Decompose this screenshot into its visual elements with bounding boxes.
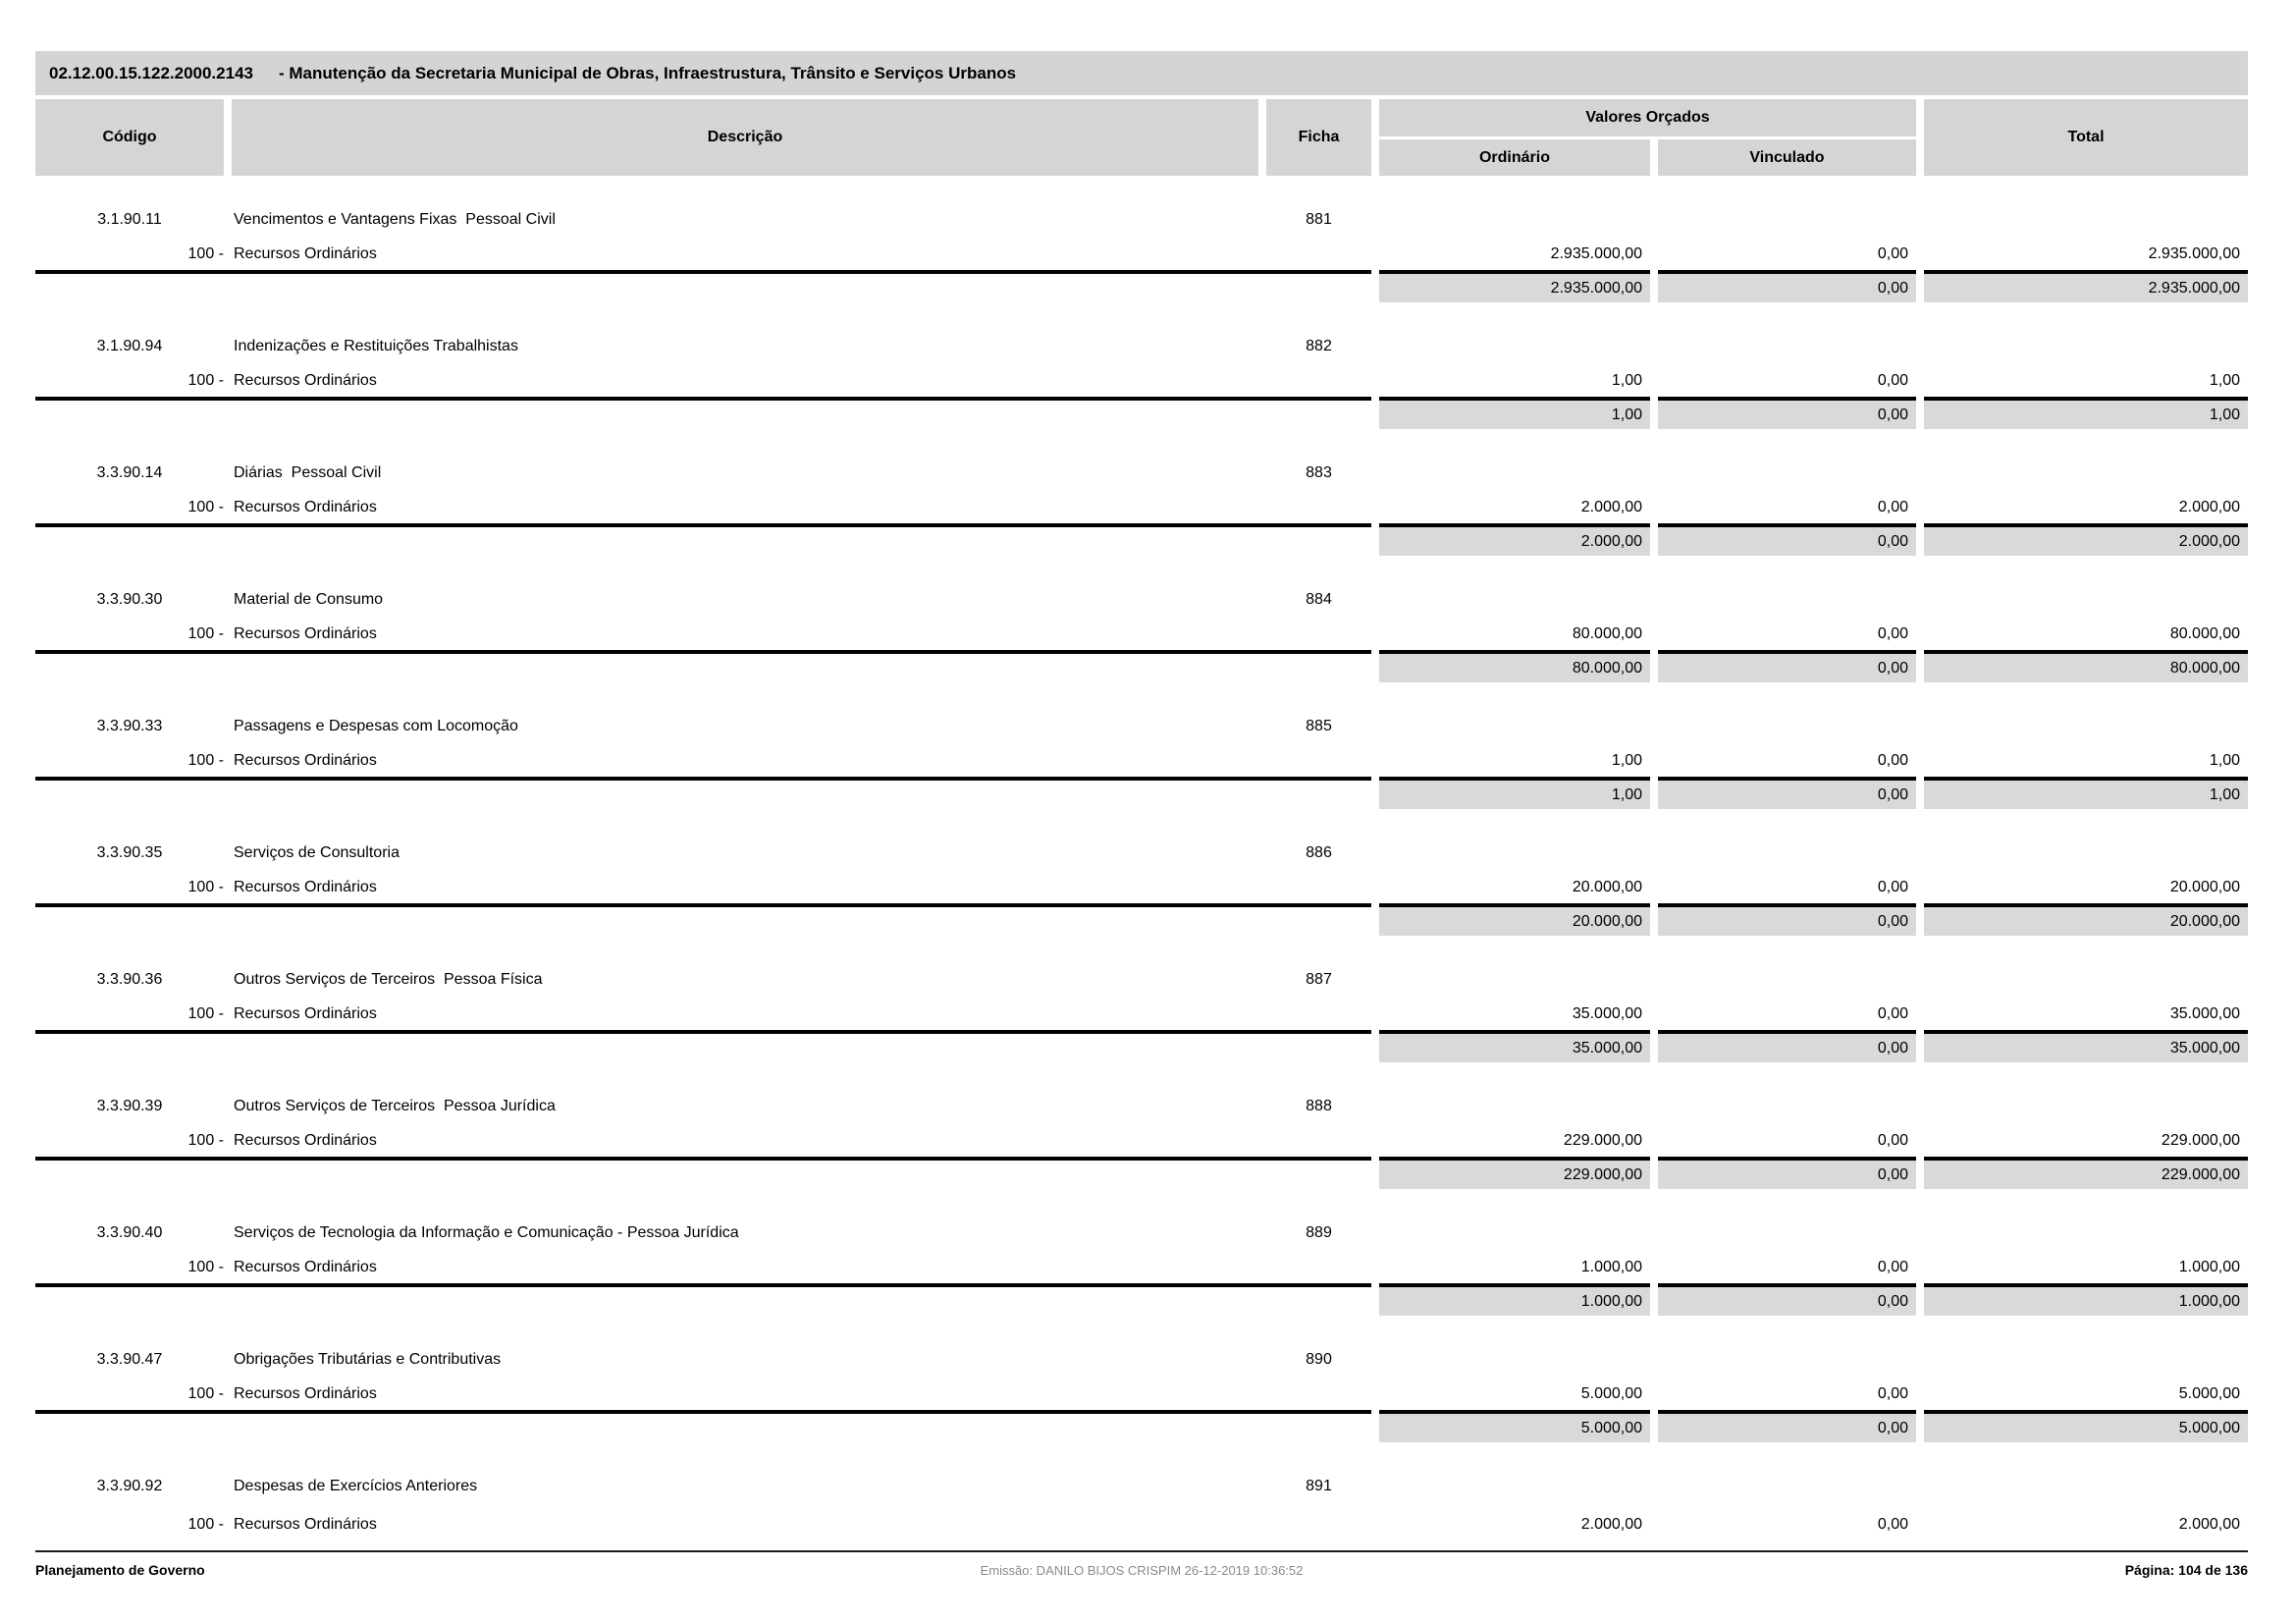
subtotal-row [35,1161,2248,1189]
subtotal-ordinario: 1.000,00 [1379,1287,1650,1316]
subtotal-vinculado: 0,00 [1658,781,1916,809]
vinculado-value: 0,00 [1877,1516,1908,1533]
account-code: 3.3.90.35 [96,844,163,861]
account-code: 3.1.90.94 [96,338,163,354]
account-code: 3.3.90.33 [96,718,163,734]
resource-cell [35,361,1371,401]
budget-item-row [35,441,2248,488]
page-footer [35,1550,2248,1578]
resource-code: 100 - [187,499,224,515]
resource-cell [35,488,1371,527]
resource-code: 100 - [187,1385,224,1402]
ordinario-value: 2.000,00 [1580,1516,1642,1533]
budget-item-row [35,1327,2248,1375]
ficha-number: 887 [1306,971,1332,988]
table-header [35,99,2248,176]
account-code: 3.3.90.47 [96,1351,163,1368]
budget-item-row [35,1454,2248,1501]
vinculado-value: 0,00 [1658,488,1916,527]
total-value: 1.000,00 [1924,1248,2248,1287]
resource-cell [35,995,1371,1034]
account-description: Vencimentos e Vantagens Fixas Pessoal Civil [234,211,556,228]
resource-row [35,615,2248,654]
ficha-number: 885 [1306,718,1332,734]
subtotal-spacer [35,1034,1371,1062]
account-code: 3.3.90.40 [96,1224,163,1241]
ordinario-value: 80.000,00 [1379,615,1650,654]
account-code: 3.3.90.36 [96,971,163,988]
column-header-vinculado: Vinculado [1658,139,1916,176]
resource-row [35,995,2248,1034]
subtotal-vinculado: 0,00 [1658,274,1916,302]
ordinario-value: 2.000,00 [1379,488,1650,527]
vinculado-value: 0,00 [1658,235,1916,274]
account-description: Serviços de Tecnologia da Informação e Comunicação - Pessoa Jurídica [234,1224,739,1241]
footer-emission-info: Emissão: DANILO BIJOS CRISPIM 26-12-2019 10:36:52 [980,1562,1304,1578]
resource-label: Recursos Ordinários [234,1259,377,1275]
subtotal-vinculado: 0,00 [1658,1034,1916,1062]
subtotal-total: 5.000,00 [1924,1414,2248,1442]
resource-row [35,488,2248,527]
subtotal-ordinario: 1,00 [1379,781,1650,809]
resource-row [35,1248,2248,1287]
resource-code: 100 - [187,372,224,389]
resource-cell [35,615,1371,654]
ficha-number: 888 [1306,1098,1332,1114]
account-code: 3.3.90.30 [96,591,163,608]
subtotal-spacer [35,527,1371,556]
account-code: 3.3.90.39 [96,1098,163,1114]
resource-row [35,1375,2248,1414]
resource-row [35,1121,2248,1161]
subtotal-total: 1.000,00 [1924,1287,2248,1316]
total-value: 80.000,00 [1924,615,2248,654]
vinculado-value: 0,00 [1658,1121,1916,1161]
subtotal-spacer [35,1161,1371,1189]
budget-item-row [35,821,2248,868]
resource-row [35,235,2248,274]
account-code: 3.1.90.11 [97,211,162,228]
resource-label: Recursos Ordinários [234,1005,377,1022]
subtotal-vinculado: 0,00 [1658,527,1916,556]
subtotal-total: 1,00 [1924,781,2248,809]
ordinario-value: 1,00 [1379,361,1650,401]
total-value: 229.000,00 [1924,1121,2248,1161]
subtotal-spacer [35,654,1371,682]
subtotal-total: 35.000,00 [1924,1034,2248,1062]
resource-code: 100 - [187,625,224,642]
subtotal-spacer [35,907,1371,936]
resource-code: 100 - [187,879,224,895]
resource-code: 100 - [187,1005,224,1022]
vinculado-value: 0,00 [1658,995,1916,1034]
subtotal-total: 2.935.000,00 [1924,274,2248,302]
program-title: - Manutenção da Secretaria Municipal de Obras, Infraestrustura, Trânsito e Serviços Urbanos [278,63,1017,82]
subtotal-row [35,654,2248,682]
subtotal-row [35,274,2248,302]
budget-item-block [35,694,2248,809]
ordinario-value: 229.000,00 [1379,1121,1650,1161]
ficha-number: 883 [1306,464,1332,481]
total-value: 20.000,00 [1924,868,2248,907]
subtotal-spacer [35,781,1371,809]
account-description: Diárias Pessoal Civil [234,464,382,481]
resource-cell [35,1121,1371,1161]
subtotal-vinculado: 0,00 [1658,1414,1916,1442]
resource-label: Recursos Ordinários [234,625,377,642]
account-description: Material de Consumo [234,591,384,608]
ordinario-value: 1,00 [1379,741,1650,781]
budget-item-block [35,821,2248,936]
program-title-bar [35,51,2248,95]
ficha-number: 882 [1306,338,1332,354]
ficha-number: 881 [1306,211,1332,228]
resource-label: Recursos Ordinários [234,1385,377,1402]
budget-item-row [35,188,2248,235]
resource-cell [35,1375,1371,1414]
subtotal-total: 20.000,00 [1924,907,2248,936]
resource-code: 100 - [187,1132,224,1149]
subtotal-vinculado: 0,00 [1658,401,1916,429]
subtotal-row [35,401,2248,429]
resource-row [35,361,2248,401]
ficha-number: 886 [1306,844,1332,861]
footer-page-number: Página: 104 de 136 [2124,1562,2248,1578]
total-value: 2.935.000,00 [1924,235,2248,274]
subtotal-row [35,1414,2248,1442]
subtotal-total: 229.000,00 [1924,1161,2248,1189]
resource-code: 100 - [187,245,224,262]
total-value: 5.000,00 [1924,1375,2248,1414]
subtotal-vinculado: 0,00 [1658,907,1916,936]
budget-item-block [35,1074,2248,1189]
resource-cell [35,741,1371,781]
account-description: Obrigações Tributárias e Contributivas [234,1351,502,1368]
column-header-ficha: Ficha [1266,99,1371,176]
ficha-number: 889 [1306,1224,1332,1241]
resource-row [35,1501,2248,1541]
vinculado-value: 0,00 [1658,741,1916,781]
budget-item-block [35,1454,2248,1541]
subtotal-spacer [35,401,1371,429]
vinculado-value: 0,00 [1658,1248,1916,1287]
account-code: 3.3.90.14 [96,464,163,481]
budget-item-block [35,1201,2248,1316]
program-code: 02.12.00.15.122.2000.2143 [49,63,253,82]
subtotal-total: 2.000,00 [1924,527,2248,556]
column-header-codigo: Código [35,99,224,176]
resource-cell [35,1501,1371,1541]
ficha-number: 891 [1306,1478,1332,1494]
subtotal-row [35,907,2248,936]
resource-label: Recursos Ordinários [234,245,377,262]
resource-row [35,868,2248,907]
ordinario-value: 35.000,00 [1379,995,1650,1034]
vinculado-value: 0,00 [1658,1375,1916,1414]
resource-cell [35,1248,1371,1287]
ordinario-value: 1.000,00 [1379,1248,1650,1287]
ordinario-value: 20.000,00 [1379,868,1650,907]
account-description: Outros Serviços de Terceiros Pessoa Física [234,971,543,988]
subtotal-row [35,527,2248,556]
subtotal-row [35,1034,2248,1062]
resource-label: Recursos Ordinários [234,1516,377,1533]
column-header-ordinario: Ordinário [1379,139,1650,176]
subtotal-spacer [35,1287,1371,1316]
resource-label: Recursos Ordinários [234,1132,377,1149]
account-description: Passagens e Despesas com Locomoção [234,718,518,734]
budget-item-block [35,947,2248,1062]
resource-label: Recursos Ordinários [234,372,377,389]
account-description: Despesas de Exercícios Anteriores [234,1478,478,1494]
resource-label: Recursos Ordinários [234,499,377,515]
budget-item-block [35,441,2248,556]
ficha-number: 884 [1306,591,1332,608]
budget-item-row [35,314,2248,361]
subtotal-vinculado: 0,00 [1658,654,1916,682]
subtotal-vinculado: 0,00 [1658,1287,1916,1316]
total-value: 1,00 [1924,741,2248,781]
total-value: 35.000,00 [1924,995,2248,1034]
budget-item-block [35,568,2248,682]
account-code: 3.3.90.92 [96,1478,163,1494]
total-value: 2.000,00 [1924,488,2248,527]
subtotal-spacer [35,1414,1371,1442]
subtotal-row [35,781,2248,809]
budget-item-row [35,1074,2248,1121]
account-description: Serviços de Consultoria [234,844,400,861]
account-description: Outros Serviços de Terceiros Pessoa Jurídica [234,1098,556,1114]
subtotal-ordinario: 80.000,00 [1379,654,1650,682]
resource-row [35,741,2248,781]
budget-item-row [35,1201,2248,1248]
resource-code: 100 - [187,752,224,769]
subtotal-row [35,1287,2248,1316]
column-header-descricao: Descrição [232,99,1258,176]
subtotal-ordinario: 35.000,00 [1379,1034,1650,1062]
vinculado-value: 0,00 [1658,361,1916,401]
ficha-number: 890 [1306,1351,1332,1368]
resource-cell [35,868,1371,907]
total-value: 1,00 [1924,361,2248,401]
budget-item-row [35,694,2248,741]
subtotal-ordinario: 229.000,00 [1379,1161,1650,1189]
subtotal-total: 80.000,00 [1924,654,2248,682]
subtotal-ordinario: 1,00 [1379,401,1650,429]
table-body [35,188,2248,1541]
resource-code: 100 - [187,1516,224,1533]
footer-system-name: Planejamento de Governo [35,1562,205,1578]
subtotal-ordinario: 5.000,00 [1379,1414,1650,1442]
account-description: Indenizações e Restituições Trabalhistas [234,338,518,354]
subtotal-spacer [35,274,1371,302]
subtotal-total: 1,00 [1924,401,2248,429]
budget-item-block [35,188,2248,302]
subtotal-ordinario: 2.935.000,00 [1379,274,1650,302]
total-value: 2.000,00 [2178,1516,2240,1533]
subtotal-ordinario: 2.000,00 [1379,527,1650,556]
resource-cell [35,235,1371,274]
subtotal-ordinario: 20.000,00 [1379,907,1650,936]
column-header-total: Total [1924,99,2248,176]
ordinario-value: 5.000,00 [1379,1375,1650,1414]
budget-item-row [35,568,2248,615]
vinculado-value: 0,00 [1658,615,1916,654]
resource-label: Recursos Ordinários [234,879,377,895]
subtotal-vinculado: 0,00 [1658,1161,1916,1189]
resource-code: 100 - [187,1259,224,1275]
budget-item-block [35,1327,2248,1442]
column-header-valores-orcados: Valores Orçados [1379,99,1916,136]
budget-item-row [35,947,2248,995]
vinculado-value: 0,00 [1658,868,1916,907]
budget-item-block [35,314,2248,429]
ordinario-value: 2.935.000,00 [1379,235,1650,274]
resource-label: Recursos Ordinários [234,752,377,769]
